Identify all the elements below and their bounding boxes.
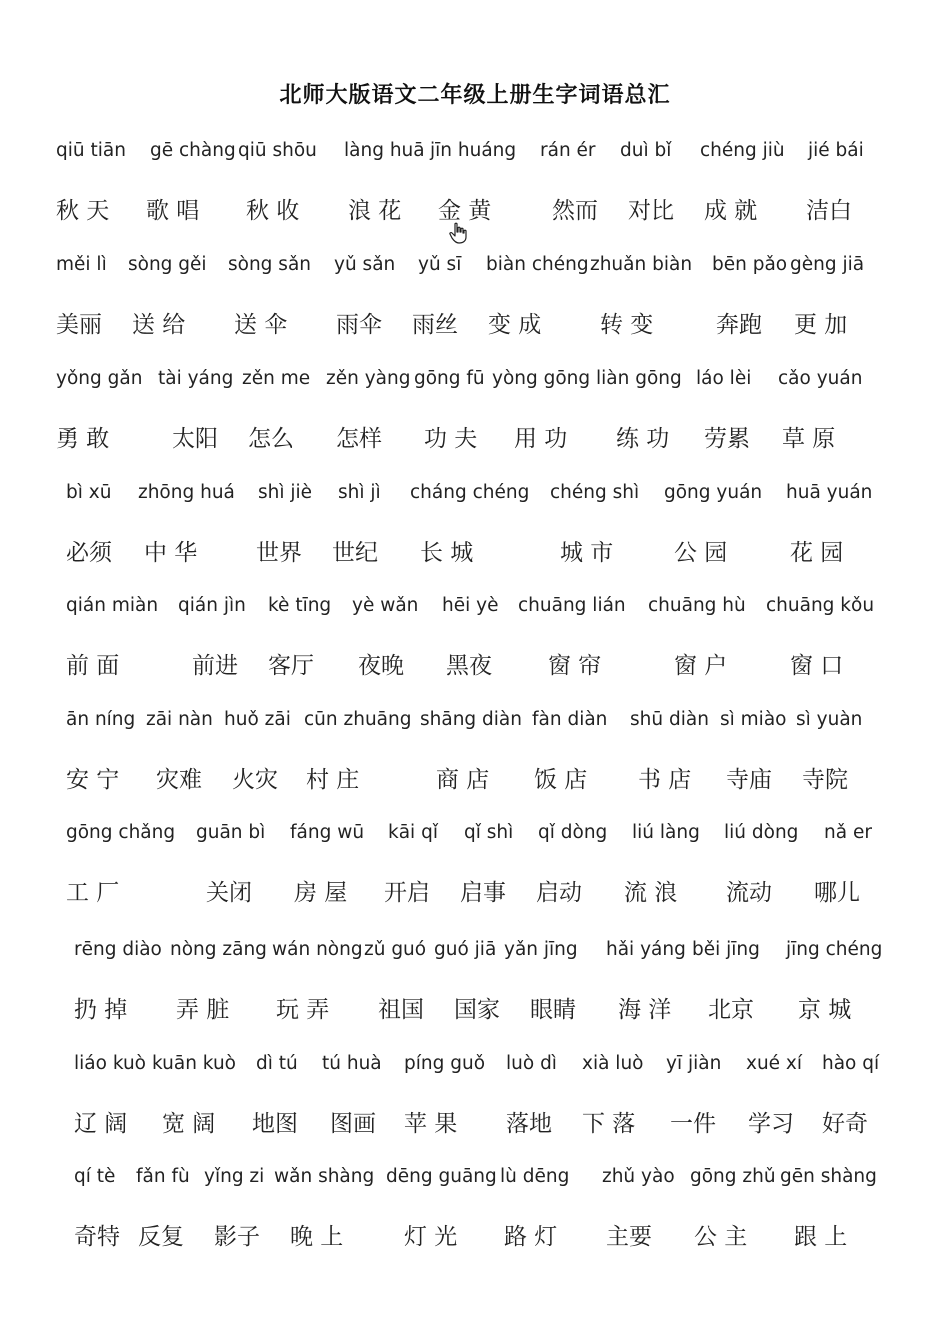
pinyin-cell: píng guǒ <box>404 1053 486 1074</box>
pinyin-cell: dēng guāng <box>386 1166 497 1187</box>
pinyin-row <box>0 595 950 635</box>
pinyin-cell: měi lì <box>56 254 107 275</box>
hanzi-cell: 奇特 <box>74 1224 120 1250</box>
hanzi-cell: 眼睛 <box>530 997 576 1023</box>
hanzi-cell: 流动 <box>726 880 772 906</box>
hanzi-cell: 公 园 <box>674 540 728 566</box>
hanzi-cell: 安 宁 <box>66 767 120 793</box>
hanzi-cell: 扔 掉 <box>74 997 128 1023</box>
pinyin-row <box>0 368 950 408</box>
pinyin-cell: yǔ sǎn <box>334 254 396 275</box>
hanzi-cell: 前 面 <box>66 653 120 679</box>
pinyin-cell: chéng jiù <box>700 140 785 161</box>
pinyin-cell: liáo kuò <box>74 1053 147 1074</box>
hanzi-cell: 主要 <box>606 1224 652 1250</box>
hanzi-cell: 北京 <box>708 997 754 1023</box>
hanzi-cell: 海 洋 <box>618 997 672 1023</box>
hanzi-cell: 黑夜 <box>446 653 492 679</box>
pinyin-cell: zhǔ yào <box>602 1166 675 1187</box>
hanzi-cell: 花 园 <box>790 540 844 566</box>
hanzi-cell: 关闭 <box>206 880 252 906</box>
pinyin-cell: fàn diàn <box>532 709 608 730</box>
hanzi-cell: 歌 唱 <box>146 198 200 224</box>
pinyin-cell: fǎn fù <box>136 1166 190 1187</box>
hanzi-row <box>0 1105 950 1145</box>
hanzi-cell: 地图 <box>252 1111 298 1137</box>
hanzi-cell: 工 厂 <box>66 880 120 906</box>
pinyin-cell: sòng sǎn <box>228 254 312 275</box>
hanzi-cell: 反复 <box>138 1224 184 1250</box>
hanzi-cell: 饭 店 <box>534 767 588 793</box>
hanzi-cell: 秋 收 <box>246 198 300 224</box>
hanzi-cell: 开启 <box>384 880 430 906</box>
hanzi-cell: 灾难 <box>156 767 202 793</box>
pinyin-cell: shāng diàn <box>420 709 522 730</box>
hanzi-cell: 雨伞 <box>336 312 382 338</box>
pinyin-cell: jīng chéng <box>786 939 883 960</box>
hanzi-row <box>0 534 950 574</box>
hanzi-cell: 寺院 <box>802 767 848 793</box>
pinyin-cell: cǎo yuán <box>778 368 863 389</box>
hanzi-cell: 启动 <box>536 880 582 906</box>
hanzi-row <box>0 1218 950 1258</box>
hanzi-cell: 雨丝 <box>412 312 458 338</box>
hanzi-row <box>0 192 950 232</box>
pinyin-cell: yǒng gǎn <box>56 368 143 389</box>
hanzi-cell: 送 给 <box>132 312 186 338</box>
pinyin-cell: gèng jiā <box>790 254 865 275</box>
hanzi-cell: 晚 上 <box>290 1224 344 1250</box>
hanzi-cell: 启事 <box>460 880 506 906</box>
hanzi-cell: 用 功 <box>514 426 568 452</box>
pinyin-cell: liú dòng <box>724 822 799 843</box>
hanzi-cell: 练 功 <box>616 426 670 452</box>
hanzi-cell: 成 就 <box>704 198 758 224</box>
hanzi-cell: 村 庄 <box>306 767 360 793</box>
word-group <box>0 1166 950 1276</box>
pinyin-cell: qǐ shì <box>464 822 514 843</box>
hanzi-cell: 公 主 <box>694 1224 748 1250</box>
pinyin-cell: yī jiàn <box>666 1053 722 1074</box>
pinyin-cell: yǎn jīng <box>504 939 578 960</box>
pinyin-cell: shì jiè <box>258 482 313 503</box>
hanzi-cell: 勇 敢 <box>56 426 110 452</box>
pinyin-cell: bì xū <box>66 482 112 503</box>
hanzi-cell: 美丽 <box>56 312 102 338</box>
pinyin-cell: chuāng lián <box>518 595 626 616</box>
pinyin-cell: hǎi yáng <box>606 939 686 960</box>
word-group <box>0 822 950 932</box>
pinyin-cell: chuāng hù <box>648 595 746 616</box>
hanzi-cell: 变 成 <box>488 312 542 338</box>
hanzi-cell: 落地 <box>506 1111 552 1137</box>
hanzi-row <box>0 991 950 1031</box>
hand-pointer-icon <box>448 222 468 244</box>
pinyin-cell: gōng fū <box>414 368 485 389</box>
pinyin-cell: sì yuàn <box>796 709 863 730</box>
hanzi-cell: 图画 <box>330 1111 376 1137</box>
hanzi-cell: 跟 上 <box>794 1224 848 1250</box>
hanzi-cell: 劳累 <box>704 426 750 452</box>
pinyin-cell: tú huà <box>322 1053 382 1074</box>
word-group <box>0 595 950 705</box>
pinyin-cell: sì miào <box>720 709 787 730</box>
pinyin-cell: shū diàn <box>630 709 709 730</box>
pinyin-row <box>0 822 950 862</box>
hanzi-cell: 转 变 <box>600 312 654 338</box>
hanzi-cell: 世纪 <box>332 540 378 566</box>
hanzi-cell: 宽 阔 <box>162 1111 216 1137</box>
pinyin-row <box>0 140 950 180</box>
hanzi-cell: 书 店 <box>638 767 692 793</box>
pinyin-cell: chuāng kǒu <box>766 595 875 616</box>
pinyin-cell: cháng chéng <box>410 482 530 503</box>
pinyin-cell: běi jīng <box>692 939 760 960</box>
pinyin-cell: qí tè <box>74 1166 116 1187</box>
hanzi-cell: 灯 光 <box>404 1224 458 1250</box>
pinyin-cell: guó jiā <box>434 939 497 960</box>
pinyin-cell: shì jì <box>338 482 381 503</box>
pinyin-cell: xué xí <box>746 1053 803 1074</box>
hanzi-cell: 更 加 <box>794 312 848 338</box>
pinyin-cell: dì tú <box>256 1053 298 1074</box>
hanzi-row <box>0 647 950 687</box>
word-group <box>0 368 950 478</box>
hanzi-cell: 好奇 <box>822 1111 868 1137</box>
pinyin-cell: kāi qǐ <box>388 822 438 843</box>
pinyin-cell: zhuǎn biàn <box>590 254 693 275</box>
pinyin-cell: qián miàn <box>66 595 159 616</box>
hanzi-cell: 祖国 <box>378 997 424 1023</box>
hanzi-cell: 辽 阔 <box>74 1111 128 1137</box>
hanzi-cell: 客厅 <box>268 653 314 679</box>
hanzi-cell: 一件 <box>670 1111 716 1137</box>
page-title: 北师大版语文二年级上册生字词语总汇 <box>279 83 671 108</box>
hanzi-cell: 世界 <box>256 540 302 566</box>
pinyin-cell: yǐng zi <box>204 1166 265 1187</box>
pinyin-cell: duì bǐ <box>620 140 672 161</box>
pinyin-cell: gē chàng <box>150 140 236 161</box>
pinyin-cell: yè wǎn <box>352 595 419 616</box>
pinyin-cell: nòng zāng <box>170 939 267 960</box>
pinyin-row <box>0 254 950 294</box>
pinyin-cell: luò dì <box>506 1053 557 1074</box>
pinyin-cell: rēng diào <box>74 939 162 960</box>
pinyin-cell: hào qí <box>822 1053 880 1074</box>
hanzi-cell: 商 店 <box>436 767 490 793</box>
word-group <box>0 939 950 1049</box>
pinyin-cell: lù dēng <box>500 1166 570 1187</box>
pinyin-cell: hēi yè <box>442 595 499 616</box>
pinyin-cell: sòng gěi <box>128 254 207 275</box>
hanzi-cell: 寺庙 <box>726 767 772 793</box>
pinyin-cell: bēn pǎo <box>712 254 788 275</box>
hanzi-cell: 窗 户 <box>674 653 728 679</box>
hanzi-cell: 金 黄 <box>438 198 492 224</box>
pinyin-cell: chéng shì <box>550 482 640 503</box>
pinyin-cell: gēn shàng <box>780 1166 877 1187</box>
hanzi-cell: 长 城 <box>420 540 474 566</box>
pinyin-cell: gōng chǎng <box>66 822 176 843</box>
hanzi-cell: 草 原 <box>782 426 836 452</box>
pinyin-cell: guān bì <box>196 822 266 843</box>
pinyin-cell: rán ér <box>540 140 596 161</box>
pinyin-cell: xià luò <box>582 1053 644 1074</box>
hanzi-cell: 中 华 <box>144 540 198 566</box>
hanzi-cell: 国家 <box>454 997 500 1023</box>
pinyin-cell: jié bái <box>808 140 864 161</box>
pinyin-row <box>0 1053 950 1093</box>
pinyin-cell: qiū shōu <box>238 140 317 161</box>
hanzi-cell: 流 浪 <box>624 880 678 906</box>
word-group <box>0 254 950 364</box>
pinyin-cell: huā yuán <box>786 482 873 503</box>
hanzi-cell: 夜晚 <box>358 653 404 679</box>
pinyin-cell: zāi nàn <box>146 709 213 730</box>
hanzi-cell: 太阳 <box>172 426 218 452</box>
pinyin-row <box>0 482 950 522</box>
hanzi-cell: 奔跑 <box>716 312 762 338</box>
hanzi-cell: 必须 <box>66 540 112 566</box>
word-group <box>0 709 950 819</box>
hanzi-row <box>0 306 950 346</box>
hanzi-row <box>0 761 950 801</box>
hanzi-cell: 房 屋 <box>294 880 348 906</box>
word-group <box>0 1053 950 1163</box>
pinyin-cell: kè tīng <box>268 595 332 616</box>
hanzi-cell: 窗 口 <box>790 653 844 679</box>
pinyin-row <box>0 1166 950 1206</box>
hanzi-cell: 城 市 <box>560 540 614 566</box>
pinyin-cell: zǔ guó <box>364 939 427 960</box>
hanzi-cell: 路 灯 <box>504 1224 558 1250</box>
hanzi-cell: 学习 <box>748 1111 794 1137</box>
pinyin-cell: qián jìn <box>178 595 246 616</box>
hanzi-cell: 功 夫 <box>424 426 478 452</box>
pinyin-cell: tài yáng <box>158 368 234 389</box>
pinyin-row <box>0 939 950 979</box>
pinyin-cell: liú làng <box>632 822 700 843</box>
hanzi-cell: 前进 <box>192 653 238 679</box>
pinyin-cell: zěn yàng <box>326 368 411 389</box>
word-group <box>0 140 950 250</box>
pinyin-cell: qǐ dòng <box>538 822 608 843</box>
pinyin-cell: nǎ er <box>824 822 872 843</box>
pinyin-cell: kuān kuò <box>152 1053 236 1074</box>
pinyin-cell: jīn huáng <box>430 140 517 161</box>
pinyin-cell: liàn gōng <box>596 368 682 389</box>
pinyin-cell: láo lèi <box>696 368 752 389</box>
pinyin-cell: ān níng <box>66 709 136 730</box>
pinyin-cell: wán nòng <box>272 939 363 960</box>
hanzi-cell: 对比 <box>628 198 674 224</box>
hanzi-cell: 影子 <box>214 1224 260 1250</box>
hanzi-cell: 哪儿 <box>814 880 860 906</box>
pinyin-cell: qiū tiān <box>56 140 126 161</box>
pinyin-cell: gōng yuán <box>664 482 763 503</box>
hanzi-cell: 怎样 <box>336 426 382 452</box>
hanzi-cell: 然而 <box>552 198 598 224</box>
hanzi-cell: 玩 弄 <box>276 997 330 1023</box>
word-group <box>0 482 950 592</box>
pinyin-cell: cūn zhuāng <box>304 709 412 730</box>
hanzi-row <box>0 420 950 460</box>
pinyin-row <box>0 709 950 749</box>
hanzi-cell: 下 落 <box>582 1111 636 1137</box>
pinyin-cell: zhōng huá <box>138 482 235 503</box>
hanzi-cell: 秋 天 <box>56 198 110 224</box>
pinyin-cell: huǒ zāi <box>224 709 291 730</box>
pinyin-cell: yǔ sī <box>418 254 462 275</box>
hanzi-cell: 京 城 <box>798 997 852 1023</box>
hanzi-cell: 弄 脏 <box>176 997 230 1023</box>
pinyin-cell: zěn me <box>242 368 311 389</box>
pinyin-cell: làng huā <box>344 140 425 161</box>
pinyin-cell: fáng wū <box>290 822 365 843</box>
hanzi-row <box>0 874 950 914</box>
hanzi-cell: 火灾 <box>232 767 278 793</box>
pinyin-cell: wǎn shàng <box>274 1166 375 1187</box>
pinyin-cell: gōng zhǔ <box>690 1166 776 1187</box>
hanzi-cell: 怎么 <box>248 426 294 452</box>
hanzi-cell: 洁白 <box>806 198 852 224</box>
hanzi-cell: 窗 帘 <box>548 653 602 679</box>
hanzi-cell: 送 伞 <box>234 312 288 338</box>
hanzi-cell: 浪 花 <box>348 198 402 224</box>
pinyin-cell: yòng gōng <box>492 368 591 389</box>
hanzi-cell: 苹 果 <box>404 1111 458 1137</box>
pinyin-cell: biàn chéng <box>486 254 589 275</box>
